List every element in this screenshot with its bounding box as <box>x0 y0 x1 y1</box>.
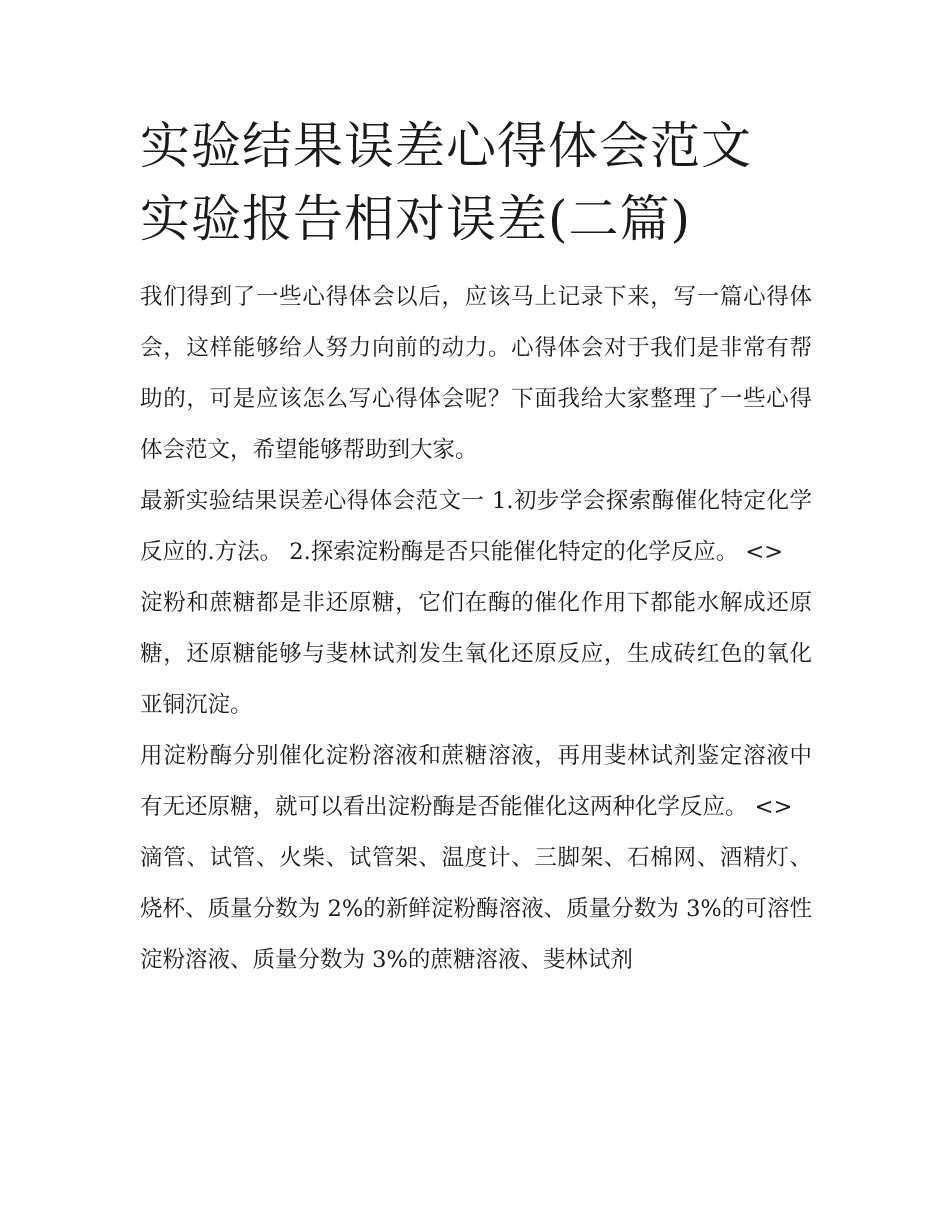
document-title: 实验结果误差心得体会范文 实验报告相对误差(二篇) <box>140 117 752 248</box>
paragraph-principle: 淀粉和蔗糖都是非还原糖，它们在酶的催化作用下都能水解成还原糖，还原糖能够与斐林试剂发生氧化还原反应，生成砖红色的氧化亚铜沉淀。 <box>140 590 812 718</box>
paragraph-intro: 我们得到了一些心得体会以后，应该马上记录下来，写一篇心得体会，这样能够给人努力向前的动力。心得体会对于我们是非常有帮助的，可是应该怎么写心得体会呢？下面我给大家整理了一些心得体会范文，希望能够帮助到大家。 <box>140 284 812 463</box>
paragraph-method: 用淀粉酶分别催化淀粉溶液和蔗糖溶液，再用斐林试剂鉴定溶液中有无还原糖，就可以看出淀粉酶是否能催化这两种化学反应。 <> <box>140 743 812 820</box>
paragraph-materials: 滴管、试管、火柴、试管架、温度计、三脚架、石棉网、酒精灯、烧杯、质量分数为 2%的新鲜淀粉酶溶液、质量分数为 3%的可溶性淀粉溶液、质量分数为 3%的蔗糖溶液、斐林试剂 <box>140 845 812 973</box>
paragraph-purpose: 最新实验结果误差心得体会范文一 1.初步学会探索酶催化特定化学反应的.方法。 2.探索淀粉酶是否只能催化特定的化学反应。 <> <box>140 488 812 565</box>
document-page <box>140 110 812 986</box>
